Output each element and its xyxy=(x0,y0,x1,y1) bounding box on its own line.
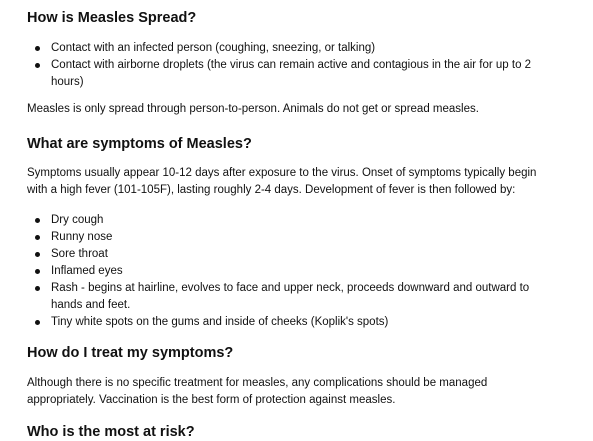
list-item xyxy=(27,212,567,229)
list-item xyxy=(27,314,567,331)
bullet-icon xyxy=(35,218,40,223)
list-item xyxy=(27,229,567,246)
bullet-icon xyxy=(35,235,40,240)
section-heading-spread: How is Measles Spread? xyxy=(27,10,197,26)
list-item-text: Inflamed eyes xyxy=(51,265,123,277)
list-item xyxy=(27,57,567,91)
list-item-text: Rash - begins at hairline, evolves to face and upper neck, proceeds downward and outward to hands and feet. xyxy=(51,282,530,311)
list-item-text: Contact with airborne droplets (the virus can remain active and contagious in the air for up to 2 hours) xyxy=(51,59,532,88)
bullet-icon xyxy=(35,286,40,291)
bullet-icon xyxy=(35,63,40,68)
list-item xyxy=(27,246,567,263)
bullet-icon xyxy=(35,46,40,51)
symptoms-intro: Symptoms usually appear 10-12 days after exposure to the virus. Onset of symptoms typically begin with a high fever (101-105F), lasting roughly 2-4 days. Development of fever is then followed by: xyxy=(27,167,537,196)
list-item-text: Contact with an infected person (coughing, sneezing, or talking) xyxy=(51,42,376,54)
section-heading-treat: How do I treat my symptoms? xyxy=(27,345,234,361)
list-item xyxy=(27,263,567,280)
treat-body: Although there is no specific treatment for measles, any complications should be managed appropriately. Vaccination is the best form of protection against measles. xyxy=(27,377,488,406)
list-item xyxy=(27,280,567,314)
section-heading-symptoms: What are symptoms of Measles? xyxy=(27,136,252,152)
list-item-text: Tiny white spots on the gums and inside of cheeks (Koplik's spots) xyxy=(51,316,389,328)
bullet-icon xyxy=(35,320,40,325)
spread-note: Measles is only spread through person-to-person. Animals do not get or spread measles. xyxy=(27,103,479,115)
list-item-text: Runny nose xyxy=(51,231,113,243)
list-item-text: Dry cough xyxy=(51,214,104,226)
section-heading-risk: Who is the most at risk? xyxy=(27,424,195,440)
list-item-text: Sore throat xyxy=(51,248,108,260)
spread-list xyxy=(27,40,567,91)
list-item xyxy=(27,40,567,57)
symptoms-list xyxy=(27,212,567,331)
bullet-icon xyxy=(35,252,40,257)
bullet-icon xyxy=(35,269,40,274)
